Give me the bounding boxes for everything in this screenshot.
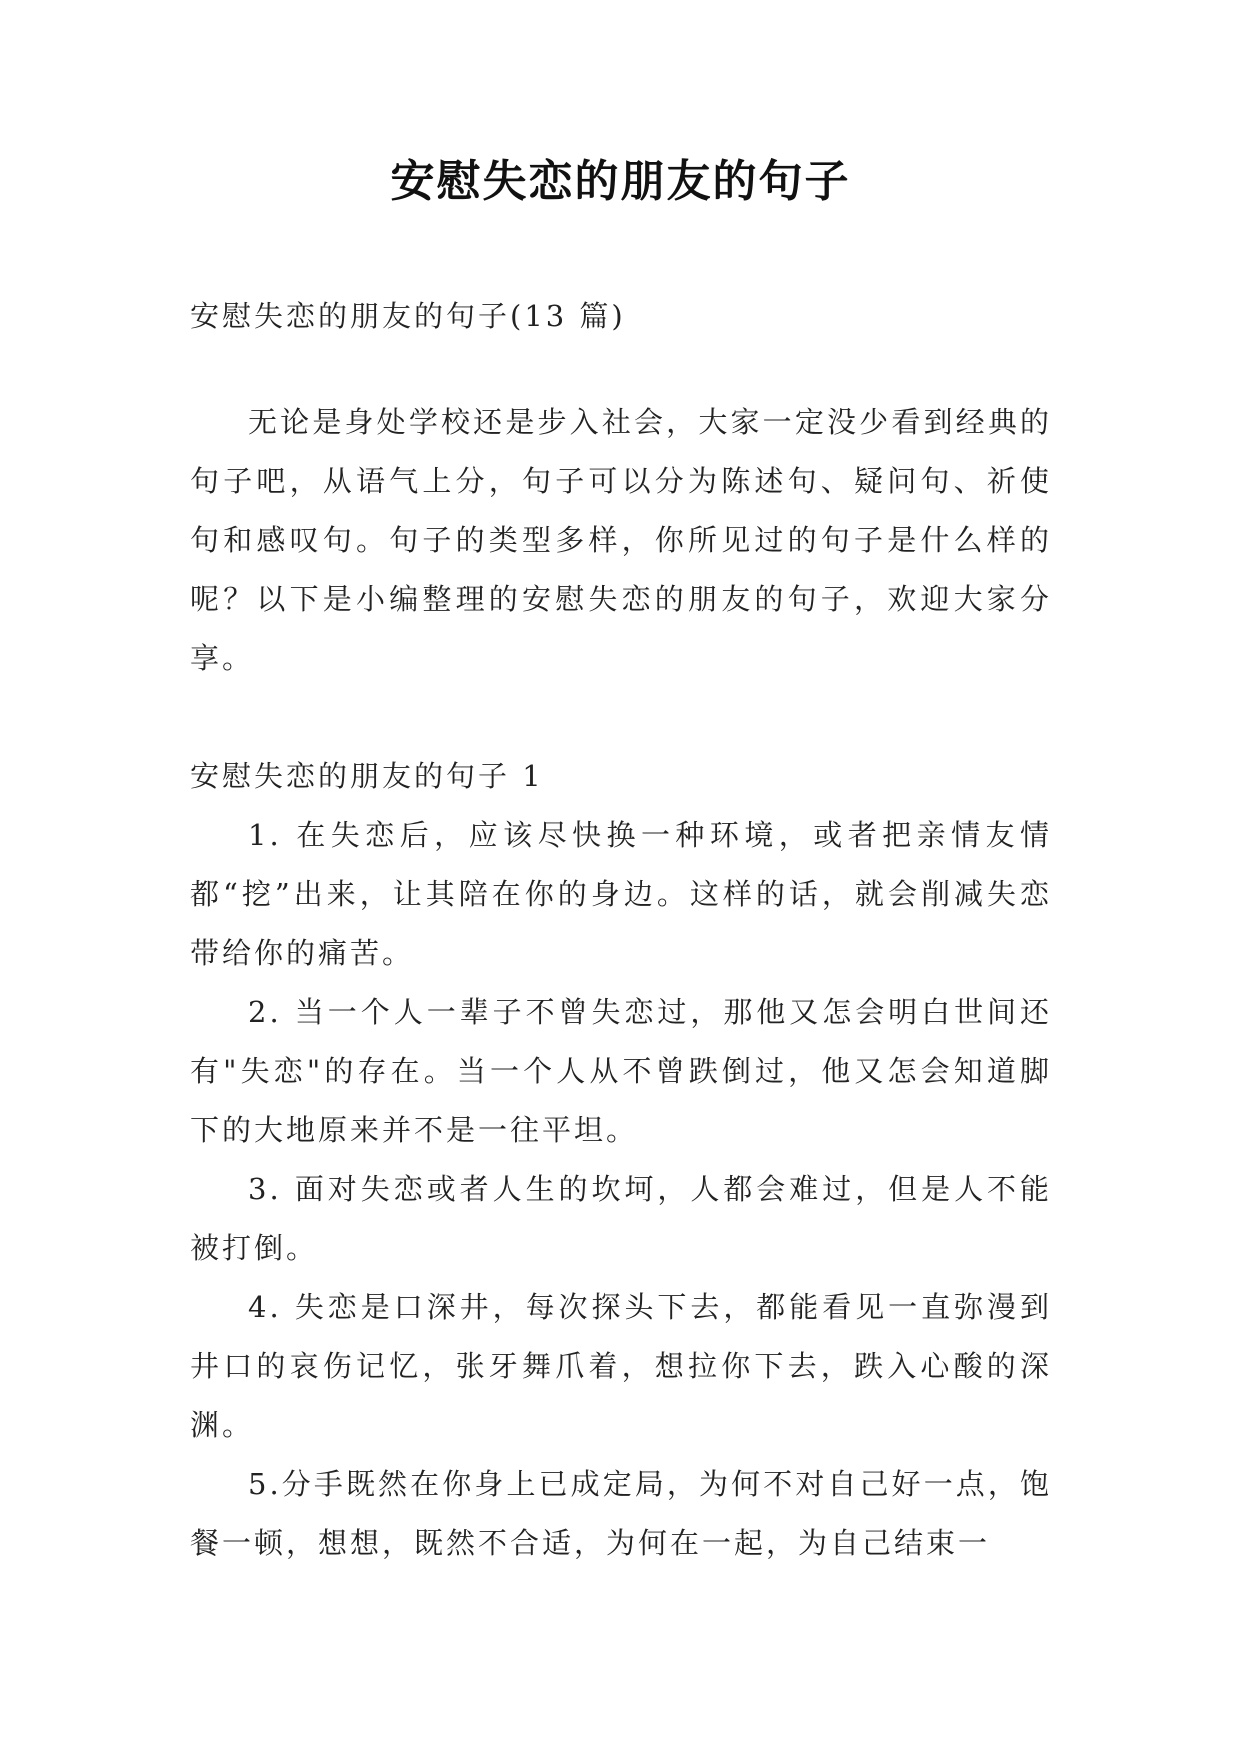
list-item: 5.分手既然在你身上已成定局，为何不对自己好一点，饱餐一顿，想想，既然不合适，为何在一起，为自己结束一	[190, 1467, 1052, 1560]
document-subtitle: 安慰失恋的朋友的句子(13 篇)	[190, 299, 626, 333]
intro-paragraph: 无论是身处学校还是步入社会，大家一定没少看到经典的句子吧，从语气上分，句子可以分为陈述句、疑问句、祈使句和感叹句。句子的类型多样，你所见过的句子是什么样的呢？以下是小编整理的安慰失恋的朋友的句子，欢迎大家分享。	[190, 405, 1052, 675]
section-heading: 安慰失恋的朋友的句子 1	[190, 759, 544, 793]
list-item: 3. 面对失恋或者人生的坎坷，人都会难过，但是人不能被打倒。	[190, 1172, 1052, 1265]
list-item: 1. 在失恋后，应该尽快换一种环境，或者把亲情友情都“挖”出来，让其陪在你的身边。这样的话，就会削减失恋带给你的痛苦。	[190, 818, 1052, 970]
list-item: 4. 失恋是口深井，每次探头下去，都能看见一直弥漫到井口的哀伤记忆，张牙舞爪着，想拉你下去，跌入心酸的深渊。	[190, 1290, 1052, 1442]
document-title: 安慰失恋的朋友的句子	[390, 156, 851, 207]
list-item: 2. 当一个人一辈子不曾失恋过，那他又怎会明白世间还有"失恋"的存在。当一个人从不曾跌倒过，他又怎会知道脚下的大地原来并不是一往平坦。	[190, 995, 1052, 1147]
document-body	[190, 287, 1052, 1573]
